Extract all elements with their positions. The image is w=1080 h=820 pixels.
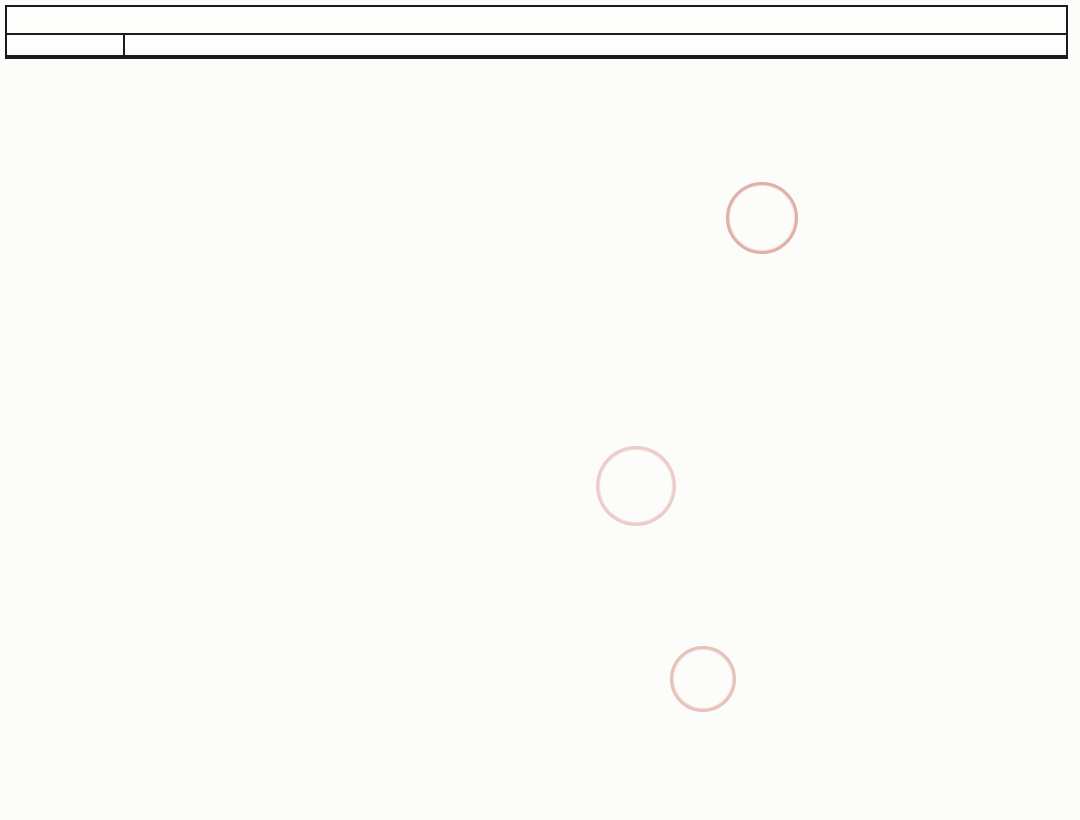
column-header-row — [7, 35, 1066, 57]
red-stamp-icon — [670, 646, 736, 712]
train-timetable — [5, 5, 1068, 59]
column-header-train — [7, 35, 125, 55]
direction-header-row — [7, 7, 1066, 35]
column-header-stops — [125, 35, 1066, 55]
red-stamp-icon — [726, 182, 798, 254]
red-stamp-icon — [596, 446, 676, 526]
